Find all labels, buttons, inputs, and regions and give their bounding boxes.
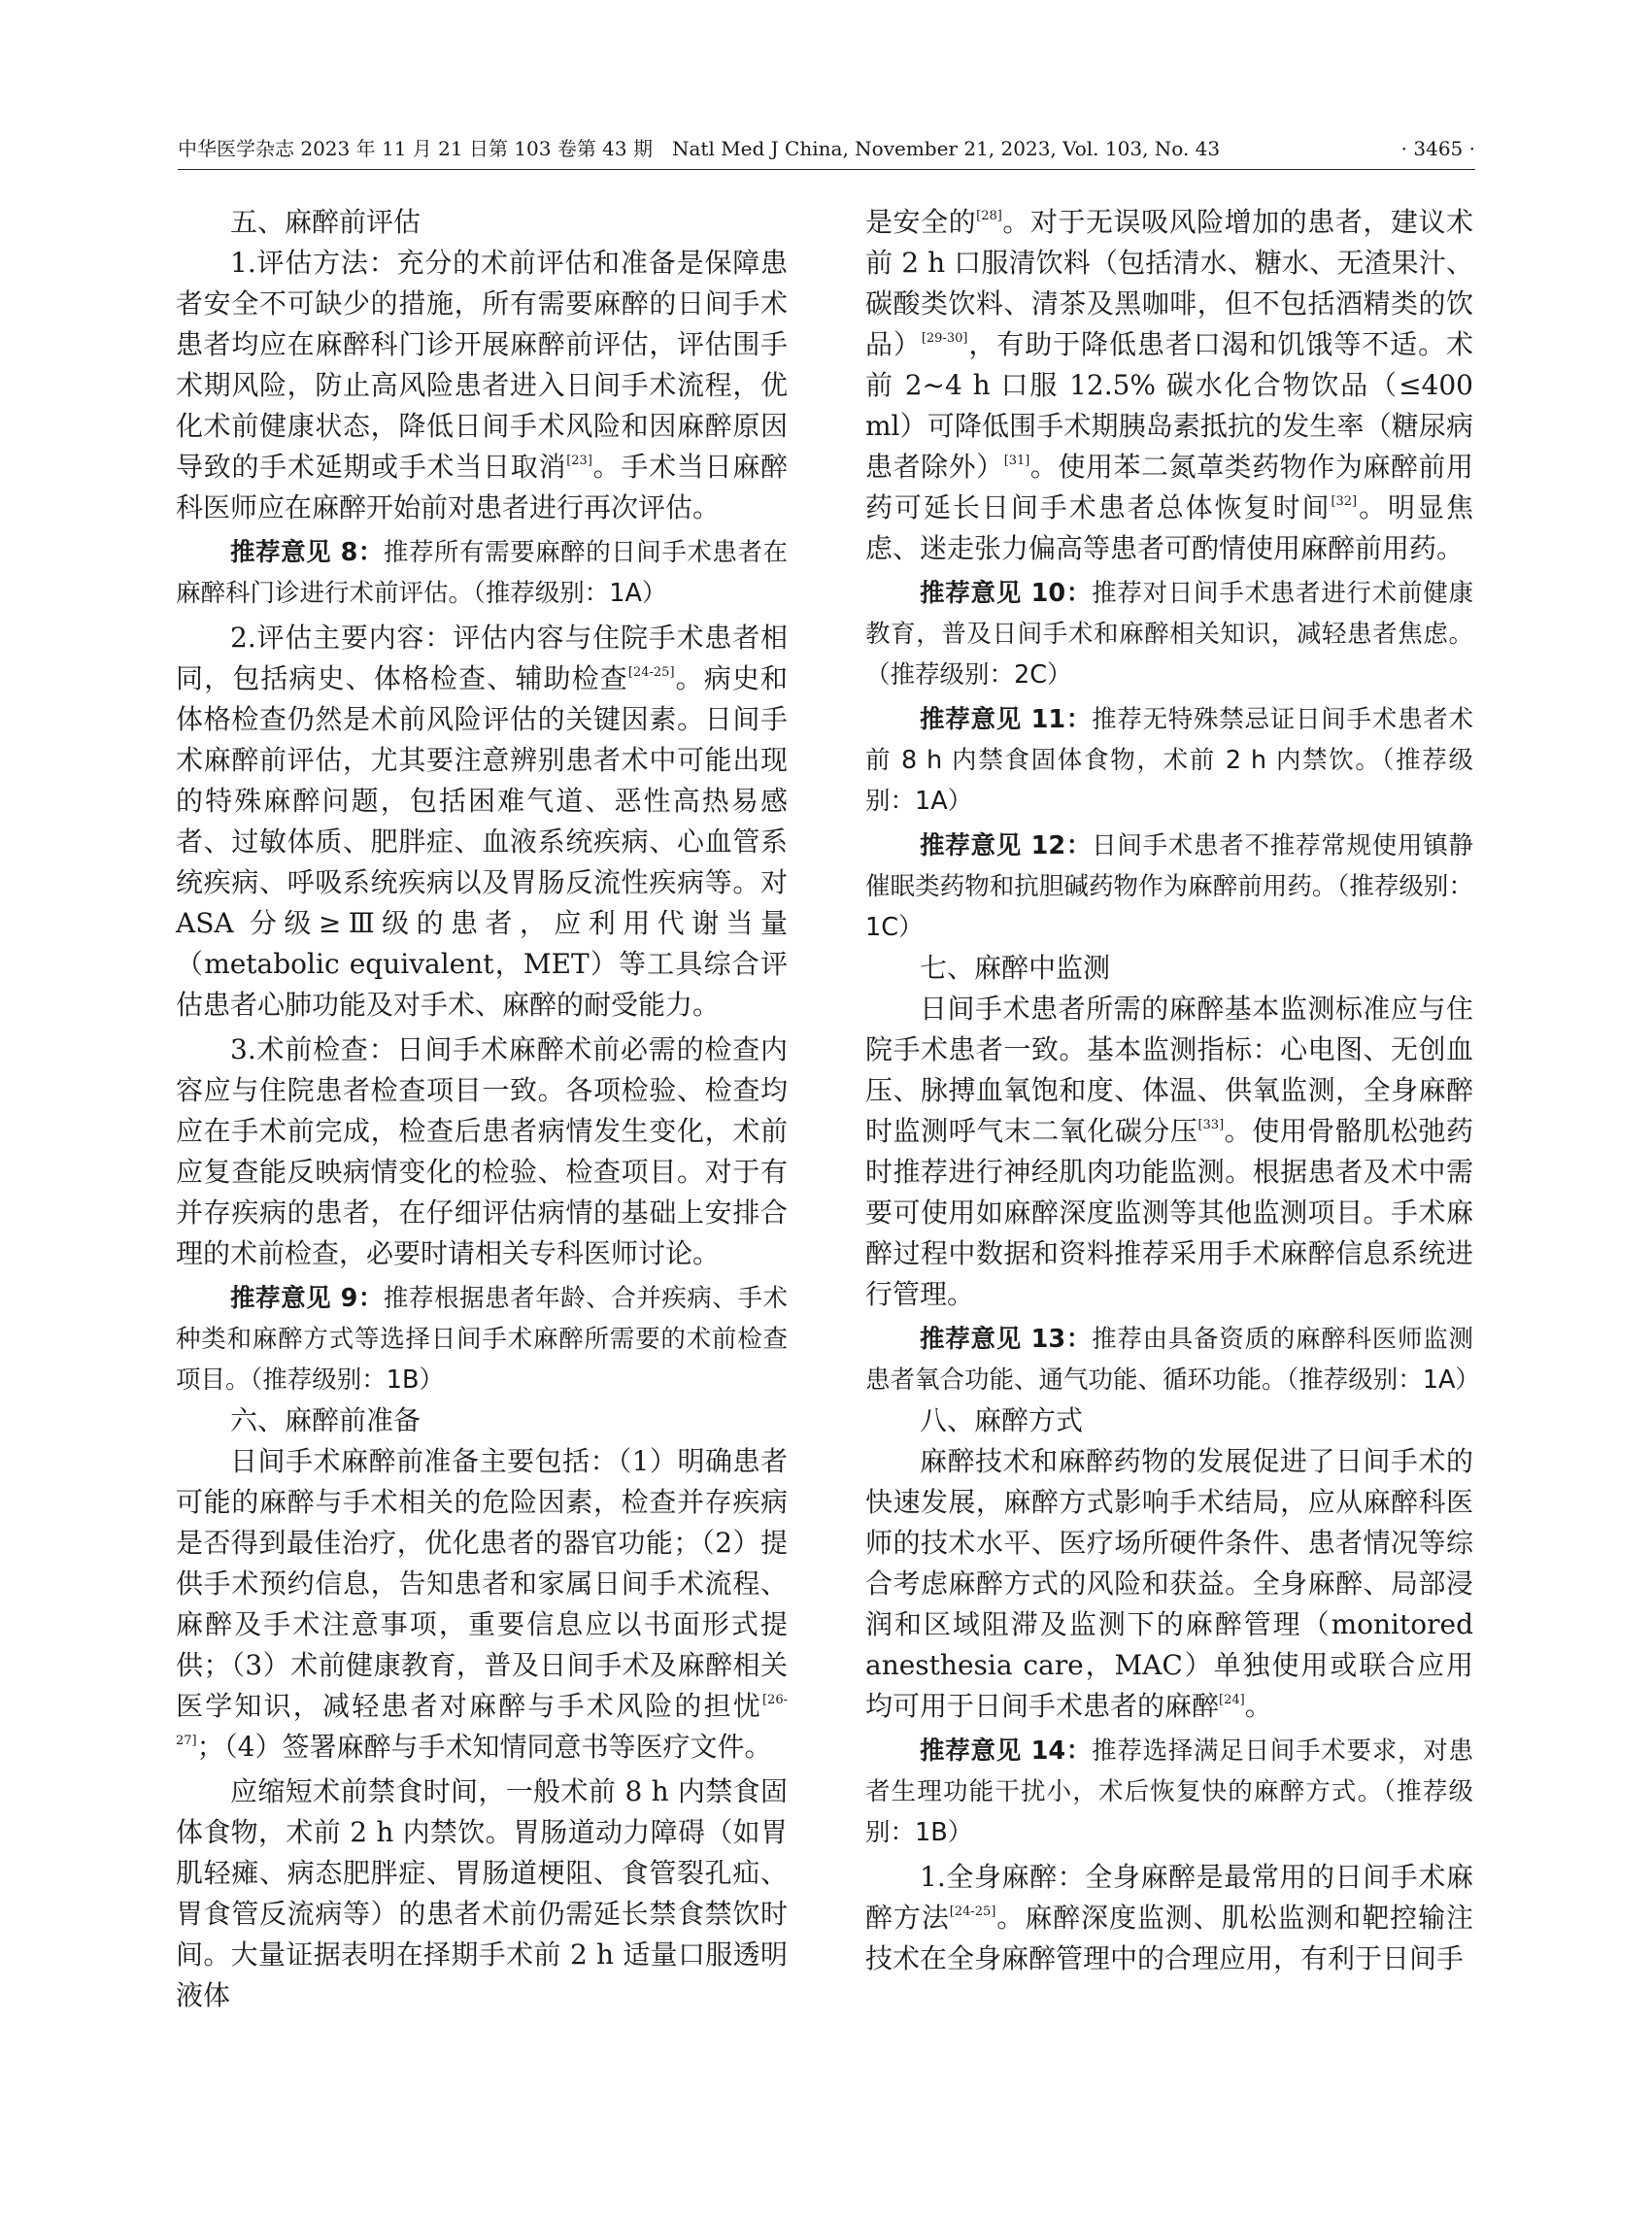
citation-ref: [31] — [1003, 454, 1030, 468]
recommendation-10 — [865, 573, 1473, 695]
recommendation-label: 推荐意见 11： — [920, 705, 1093, 734]
left-column — [176, 202, 788, 2016]
recommendation-12 — [865, 826, 1473, 948]
text-run: 。病史和体格检查仍然是术前风险评估的关键因素。日间手术麻醉前评估，尤其要注意辨别患者术中可能出现的特殊麻醉问题，包括困难气道、恶性高热易感者、过敏体质、肥胖症、血液系统疾病、心血管系统疾病、呼吸系统疾病以及胃肠反流性疾病等。对 ASA 分级≥Ⅲ级的患者，应利用代谢当量（metabolic equivalent，MET）等工具综合评估患者心肺功能及对手术、麻醉的耐受能力。 — [176, 662, 788, 1021]
recommendation-8 — [176, 532, 788, 614]
recommendation-text: 日间手术患者不推荐常规使用镇静催眠类药物和抗胆碱药物作为麻醉前用药。（推荐级别：1C） — [865, 831, 1473, 942]
paragraph-preop-exam: 3.术前检查：日间手术麻醉术前必需的检查内容应与住院患者检查项目一致。各项检验、检查均应在手术前完成，检查后患者病情发生变化，术前应复查能反映病情变化的检验、检查项目。对于有并存疾病的患者，在仔细评估病情的基础上安排合理的术前检查，必要时请相关专科医师讨论。 — [176, 1033, 788, 1269]
paragraph-fasting-continued — [865, 202, 1473, 569]
recommendation-text: 推荐选择满足日间手术要求，对患者生理功能干扰小，术后恢复快的麻醉方式。（推荐级别：1B） — [865, 1736, 1473, 1847]
recommendation-label: 推荐意见 9： — [230, 1284, 384, 1313]
recommendation-text: 推荐所有需要麻醉的日间手术患者在麻醉科门诊进行术前评估。（推荐级别：1A） — [176, 538, 788, 608]
text-run: 。使用苯二氮䓬类药物作为麻醉前用药可延长日间手术患者总体恢复时间 — [865, 451, 1473, 523]
text-run: 。 — [1244, 1690, 1272, 1722]
paragraph-monitoring — [865, 989, 1473, 1315]
recommendation-14 — [865, 1731, 1473, 1853]
running-header — [178, 134, 1475, 170]
recommendation-label: 推荐意见 12： — [920, 831, 1093, 860]
page-number: · 3465 · — [1400, 137, 1475, 160]
paragraph-general-anesthesia — [865, 1857, 1473, 1979]
text-run: 日间手术患者所需的麻醉基本监测标准应与住院手术患者一致。基本监测指标：心电图、无创血压、脉搏血氧饱和度、体温、供氧监测，全身麻醉时监测呼气末二氧化碳分压 — [865, 993, 1473, 1147]
recommendation-text: 推荐对日间手术患者进行术前健康教育，普及日间手术和麻醉相关知识，减轻患者焦虑。（推荐级别：2C） — [865, 579, 1473, 690]
text-run: 1.评估方法：充分的术前评估和准备是保障患者安全不可缺少的措施，所有需要麻醉的日间手术患者均应在麻醉科门诊开展麻醉前评估，评估围手术期风险，防止高风险患者进入日间手术流程，优化术前健康状态，降低日间手术风险和因麻醉原因导致的手术延期或手术当日取消 — [176, 247, 788, 483]
text-run: 2.评估主要内容：评估内容与住院手术患者相同，包括病史、体格检查、辅助检查 — [176, 622, 788, 694]
section-heading-8: 八、麻醉方式 — [920, 1404, 1084, 1436]
paragraph-evaluation-content — [176, 618, 788, 1026]
journal-citation: 中华医学杂志 2023 年 11 月 21 日第 103 卷第 43 期 Natl Med J China, November 21, 2023, Vol. 103, No. 43 — [178, 137, 1221, 160]
section-heading-7: 七、麻醉中监测 — [920, 952, 1111, 984]
citation-ref: [26-27] — [176, 1693, 788, 1748]
recommendation-label: 推荐意见 13： — [920, 1325, 1093, 1354]
section-heading-6: 六、麻醉前准备 — [230, 1404, 421, 1436]
recommendation-13 — [865, 1319, 1480, 1400]
recommendation-label: 推荐意见 8： — [230, 538, 384, 567]
text-run: 麻醉技术和麻醉药物的发展促进了日间手术的快速发展，麻醉方式影响手术结局，应从麻醉科医师的技术水平、医疗场所硬件条件、患者情况等综合考虑麻醉方式的风险和获益。全身麻醉、局部浸润和区域阻滞及监测下的麻醉管理（monitored anesthesia care，MAC）单独使用或联合应用均可用于日间手术患者的麻醉 — [865, 1445, 1473, 1722]
text-run: 是安全的 — [865, 206, 977, 238]
text-run: 。对于无误吸风险增加的患者，建议术前 2 h 口服清饮料（包括清水、糖水、无渣果汁、碳酸类饮料、清茶及黑咖啡，但不包括酒精类的饮品） — [865, 206, 1473, 360]
recommendation-text: 推荐无特殊禁忌证日间手术患者术前 8 h 内禁食固体食物，术前 2 h 内禁饮。（推荐级别：1A） — [865, 705, 1473, 816]
citation-ref: [24-25] — [949, 1905, 996, 1919]
text-run: ；（4）签署麻醉与手术知情同意书等医疗文件。 — [196, 1731, 772, 1763]
recommendation-label: 推荐意见 10： — [920, 579, 1093, 608]
text-run: 。手术当日麻醉科医师应在麻醉开始前对患者进行再次评估。 — [176, 451, 788, 523]
citation-ref: [33] — [1197, 1118, 1225, 1132]
text-run: 日间手术麻醉前准备主要包括：（1）明确患者可能的麻醉与手术相关的危险因素，检查并存疾病是否得到最佳治疗，优化患者的器官功能；（2）提供手术预约信息，告知患者和家属日间手术流程、麻醉及手术注意事项，重要信息应以书面形式提供；（3）术前健康教育，普及日间手术及麻醉相关医学知识，减轻患者对麻醉与手术风险的担忧 — [176, 1445, 788, 1722]
citation-ref: [28] — [976, 209, 1002, 223]
paragraph-fasting: 应缩短术前禁食时间，一般术前 8 h 内禁食固体食物，术前 2 h 内禁饮。胃肠道动力障碍（如胃肌轻瘫、病态肥胖症、胃肠道梗阻、食管裂孔疝、胃食管反流病等）的患者术前仍需延长禁食禁饮时间。大量证据表明在择期手术前 2 h 适量口服透明液体 — [176, 1775, 788, 2011]
recommendation-label: 推荐意见 14： — [920, 1736, 1093, 1766]
citation-ref: [24] — [1219, 1693, 1245, 1707]
citation-ref: [24-25] — [627, 665, 675, 680]
text-run: 。使用骨骼肌松弛药时推荐进行神经肌肉功能监测。根据患者及术中需要可使用如麻醉深度监测等其他监测项目。手术麻醉过程中数据和资料推荐采用手术麻醉信息系统进行管理。 — [865, 1115, 1473, 1310]
paragraph-preparation — [176, 1441, 788, 1768]
right-column — [865, 202, 1480, 1979]
citation-ref: [32] — [1331, 494, 1358, 509]
citation-ref: [29-30] — [921, 331, 968, 346]
paragraph-evaluation-method — [176, 243, 788, 528]
paragraph-anesthesia-methods — [865, 1441, 1473, 1727]
section-heading-5: 五、麻醉前评估 — [230, 206, 421, 238]
text-run: 1.全身麻醉：全身麻醉是最常用的日间手术麻醉方法 — [865, 1861, 1473, 1934]
recommendation-text: 推荐由具备资质的麻醉科医师监测患者氧合功能、通气功能、循环功能。（推荐级别：1A） — [865, 1325, 1480, 1395]
recommendation-text: 推荐根据患者年龄、合并疾病、手术种类和麻醉方式等选择日间手术麻醉所需要的术前检查项目。（推荐级别：1B） — [176, 1284, 788, 1395]
text-run: 。明显焦虑、迷走张力偏高等患者可酌情使用麻醉前用药。 — [865, 491, 1473, 564]
recommendation-9 — [176, 1278, 788, 1400]
citation-ref: [23] — [566, 454, 592, 468]
recommendation-11 — [865, 699, 1473, 822]
text-run: ，有助于降低患者口渴和饥饿等不适。术前 2~4 h 口服 12.5% 碳水化合物饮品（≤400 ml）可降低围手术期胰岛素抵抗的发生率（糖尿病患者除外） — [865, 328, 1473, 483]
text-run: 。麻醉深度监测、肌松监测和靶控输注技术在全身麻醉管理中的合理应用，有利于日间手 — [865, 1902, 1473, 1974]
